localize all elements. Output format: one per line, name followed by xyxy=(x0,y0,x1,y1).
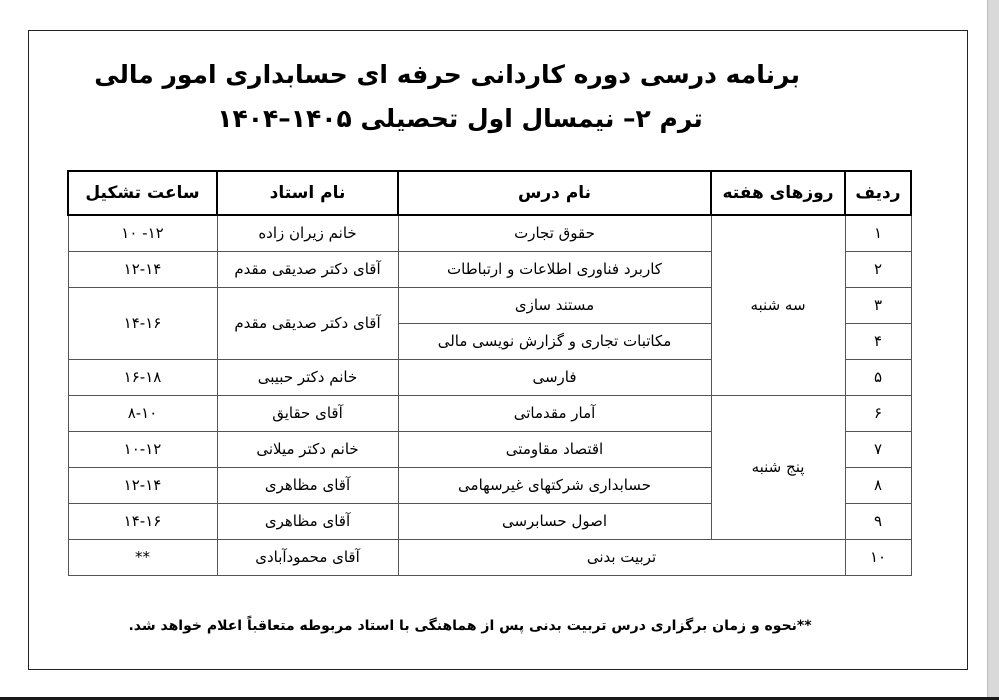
professor-cell: آقای حقایق xyxy=(217,395,398,431)
course-cell: تربیت بدنی xyxy=(398,539,845,575)
row-num: ۴ xyxy=(845,323,911,359)
time-cell: ۱۲- ۱۰ xyxy=(68,215,217,251)
course-cell: آمار مقدماتی xyxy=(398,395,711,431)
header-time: ساعت تشکیل xyxy=(68,171,217,215)
page-subtitle: ترم ۲– نیمسال اول تحصیلی ۱۴۰۵–۱۴۰۴ xyxy=(217,104,703,133)
row-num: ۵ xyxy=(845,359,911,395)
header-row-num: ردیف xyxy=(845,171,911,215)
row-num: ۷ xyxy=(845,431,911,467)
row-num: ۶ xyxy=(845,395,911,431)
header-professor: نام استاد xyxy=(217,171,398,215)
time-cell: ** xyxy=(68,539,217,575)
window-edge xyxy=(987,0,999,700)
table-row xyxy=(68,539,911,575)
course-cell: مستند سازی xyxy=(398,287,711,323)
professor-cell: خانم دکتر میلانی xyxy=(217,431,398,467)
professor-cell: خانم زیران زاده xyxy=(217,215,398,251)
time-cell: ۸-۱۰ xyxy=(68,395,217,431)
row-num: ۱ xyxy=(845,215,911,251)
time-cell: ۱۴-۱۶ xyxy=(68,287,217,359)
time-cell: ۱۴-۱۶ xyxy=(68,503,217,539)
professor-cell: آقای مظاهری xyxy=(217,503,398,539)
schedule-table xyxy=(67,170,912,576)
course-cell: اصول حسابرسی xyxy=(398,503,711,539)
header-course: نام درس xyxy=(398,171,711,215)
professor-cell: آقای دکتر صدیقی مقدم xyxy=(217,251,398,287)
course-cell: کاربرد فناوری اطلاعات و ارتباطات xyxy=(398,251,711,287)
professor-cell: آقای مظاهری xyxy=(217,467,398,503)
course-cell: اقتصاد مقاومتی xyxy=(398,431,711,467)
weekday-cell: پنج شنبه xyxy=(711,395,845,539)
time-cell: ۱۶-۱۸ xyxy=(68,359,217,395)
course-cell: مکاتبات تجاری و گزارش نویسی مالی xyxy=(398,323,711,359)
professor-cell: آقای دکتر صدیقی مقدم xyxy=(217,287,398,359)
header-weekday: روزهای هفته xyxy=(711,171,845,215)
page-title: برنامه درسی دوره کاردانی حرفه ای حسابداری امور مالی xyxy=(94,60,800,89)
row-num: ۸ xyxy=(845,467,911,503)
professor-cell: آقای محمودآبادی xyxy=(217,539,398,575)
course-cell: فارسی xyxy=(398,359,711,395)
row-num: ۲ xyxy=(845,251,911,287)
footnote: **نحوه و زمان برگزاری درس تربیت بدنی پس از هماهنگی با استاد مربوطه متعاقباً اعلام خواهد شد. xyxy=(128,618,812,634)
time-cell: ۱۲-۱۴ xyxy=(68,467,217,503)
row-num: ۱۰ xyxy=(845,539,911,575)
course-cell: حسابداری شرکتهای غیرسهامی xyxy=(398,467,711,503)
course-cell: حقوق تجارت xyxy=(398,215,711,251)
time-cell: ۱۰-۱۲ xyxy=(68,431,217,467)
header-row xyxy=(68,171,911,215)
weekday-cell: سه شنبه xyxy=(711,215,845,395)
table-row xyxy=(68,215,911,251)
row-num: ۳ xyxy=(845,287,911,323)
table-row xyxy=(68,395,911,431)
time-cell: ۱۲-۱۴ xyxy=(68,251,217,287)
professor-cell: خانم دکتر حبیبی xyxy=(217,359,398,395)
row-num: ۹ xyxy=(845,503,911,539)
